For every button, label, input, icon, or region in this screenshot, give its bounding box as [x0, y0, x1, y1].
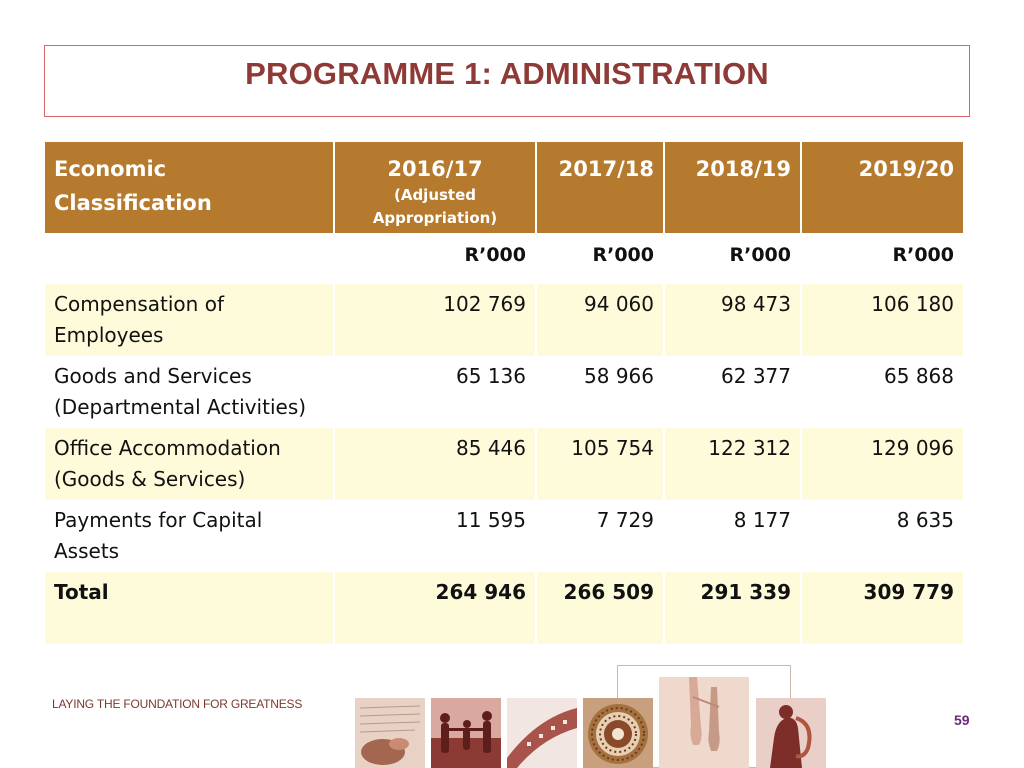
table-row: [45, 356, 963, 428]
title-box: [44, 45, 970, 117]
row-label: Office Accommodation (Goods & Services): [45, 428, 334, 500]
row-value: 7 729: [536, 500, 664, 572]
budget-table: [45, 142, 963, 644]
row-value: 94 060: [536, 284, 664, 356]
row-value: 58 966: [536, 356, 664, 428]
row-value: 62 377: [664, 356, 801, 428]
row-value: 122 312: [664, 428, 801, 500]
row-label: Goods and Services (Departmental Activities): [45, 356, 334, 428]
header-2017-18: 2017/18: [536, 142, 664, 233]
row-value: 8 635: [896, 508, 954, 532]
beaded-pattern-image: [583, 698, 653, 768]
table-row: [45, 500, 963, 572]
units-cell: R’000: [536, 233, 664, 284]
table-row: [45, 428, 963, 500]
saxophone-player-image: [756, 698, 826, 768]
units-cell: R’000: [664, 233, 801, 284]
total-value: 309 779: [801, 572, 963, 644]
header-2018-19: 2018/19: [664, 142, 801, 233]
units-cell: [45, 233, 334, 284]
page-title: PROGRAMME 1: ADMINISTRATION: [245, 56, 769, 91]
page-number: 59: [954, 712, 970, 728]
row-value: 105 754: [536, 428, 664, 500]
header-2016-17-sub: (Adjusted Appropriation): [372, 186, 498, 227]
row-label: Payments for Capital Assets: [45, 500, 334, 572]
total-value: 266 509: [536, 572, 664, 644]
total-value: 264 946: [334, 572, 536, 644]
row-value: 106 180: [801, 284, 963, 356]
film-reel-image: [507, 698, 577, 768]
family-silhouette-image: [431, 698, 501, 768]
units-row: [45, 233, 963, 284]
row-value: 65 136: [334, 356, 536, 428]
row-label: Compensation of Employees: [45, 284, 334, 356]
total-value: 291 339: [664, 572, 801, 644]
ballet-shoes-image: [659, 677, 749, 768]
table-header-row: [45, 142, 963, 233]
row-value: 85 446: [334, 428, 536, 500]
table-row: [45, 284, 963, 356]
units-cell: R’000: [334, 233, 536, 284]
row-value: 65 868: [884, 364, 954, 388]
units-cell: R’000: [892, 244, 954, 266]
row-value: 102 769: [334, 284, 536, 356]
header-economic-classification: Economic Classification: [45, 142, 334, 233]
header-2016-17: 2016/17 (Adjusted Appropriation): [334, 142, 536, 233]
row-value: 98 473: [664, 284, 801, 356]
header-2019-20: 2019/20: [801, 142, 963, 233]
row-value: 129 096: [801, 428, 963, 500]
footer-tagline: LAYING THE FOUNDATION FOR GREATNESS: [52, 697, 303, 711]
total-label: Total: [45, 572, 334, 644]
row-value: 8 177: [664, 500, 801, 572]
row-value: 11 595: [334, 500, 536, 572]
writing-hand-image: [355, 698, 425, 768]
total-row: [45, 572, 963, 644]
